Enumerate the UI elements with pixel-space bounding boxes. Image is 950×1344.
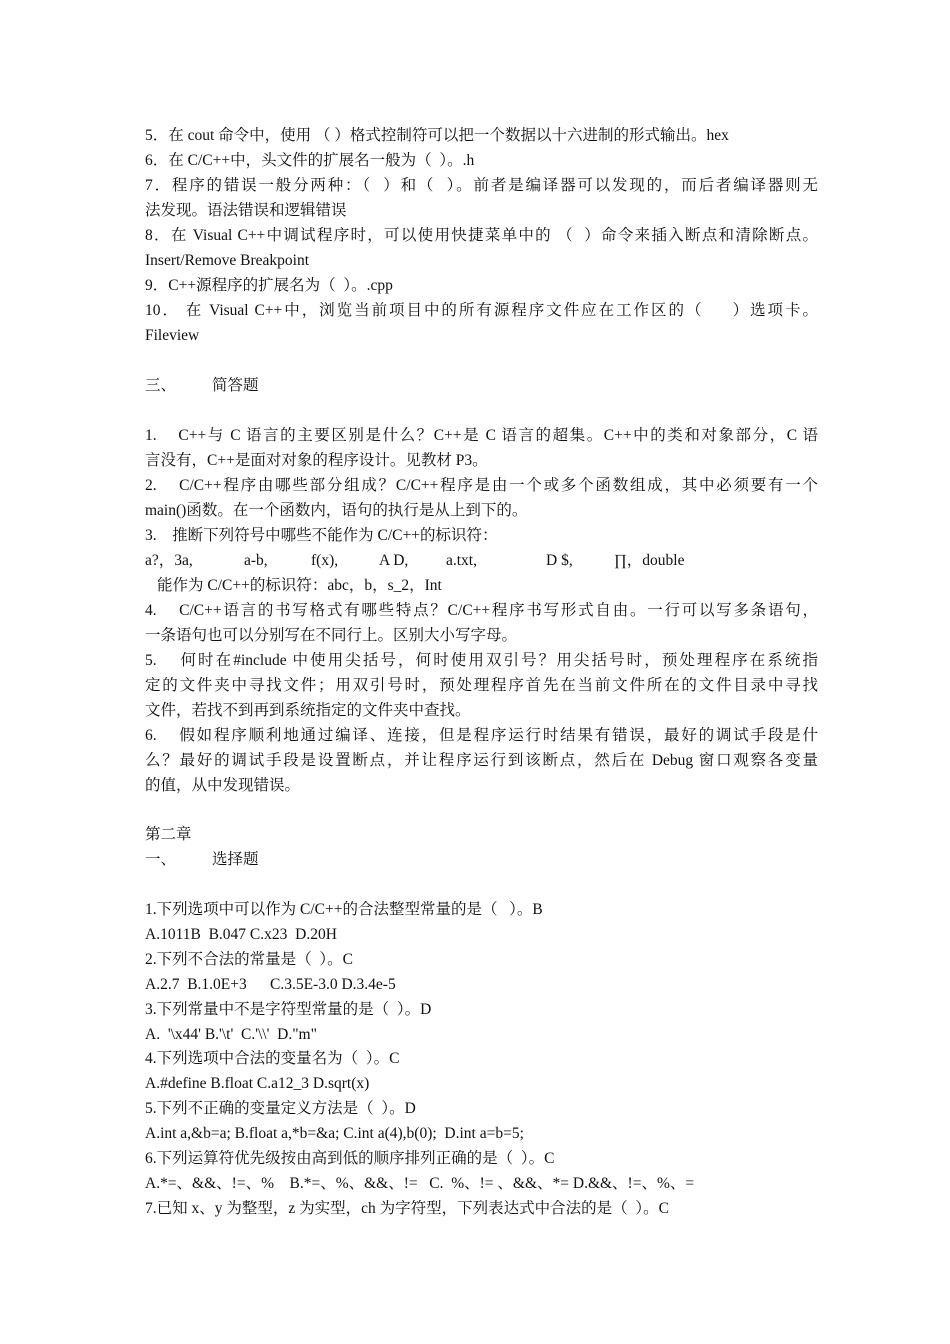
short-answer-line: 4. C/C++语言的书写格式有哪些特点？C/C++程序书写形式自由。一行可以写多条语句， (145, 602, 818, 619)
choice-question: 4.下列选项中合法的变量名为（ ）。C (145, 1050, 400, 1067)
identifier-symbol: a?，3a, (145, 552, 193, 569)
short-answer-line: 3. 推断下列符号中哪些不能作为 C/C++的标识符： (145, 527, 498, 544)
choice-options: A. '\x44' B.'\t' C.'\\' D."m" (145, 1026, 317, 1043)
short-answer-line: 定的文件夹中寻找文件；用双引号时，预处理程序首先在当前文件所在的文件目录中寻找 (145, 677, 818, 694)
choice-options: A.*=、&&、!=、% B.*=、%、&&、!= C. %、!= 、&&、*= D.&&、!=、%、= (145, 1175, 695, 1192)
identifier-symbol: A D, (379, 552, 409, 569)
fill-in-item: 10． 在 Visual C++中，浏览当前项目中的所有源程序文件应在工作区的（ ）选项卡。 (145, 302, 818, 319)
fill-in-item: Fileview (145, 327, 200, 344)
short-answer-line: 2. C/C++程序由哪些部分组成？C/C++程序是由一个或多个函数组成，其中必须要有一个 (145, 477, 818, 494)
choice-question: 3.下列常量中不是字符型常量的是（ ）。D (145, 1001, 432, 1018)
choice-options: A.#define B.float C.a12_3 D.sqrt(x) (145, 1075, 370, 1092)
choice-question: 7.已知 x、y 为整型，z 为实型，ch 为字符型，下列表达式中合法的是（ ）。C (145, 1200, 669, 1217)
short-answer-line: 5. 何时在#include 中使用尖括号，何时使用双引号？用尖括号时，预处理程序在系统指 (145, 652, 818, 669)
short-answer-line: 文件，若找不到再到系统指定的文件夹中查找。 (145, 702, 471, 719)
choice-question: 1.下列选项中可以作为 C/C++的合法整型常量的是（ ）。B (145, 901, 543, 918)
short-answer-line: 一条语句也可以分别写在不同行上。区别大小写字母。 (145, 627, 518, 644)
choice-options: A.int a,&b=a; B.float a,*b=&a; C.int a(4),b(0); D.int a=b=5; (145, 1125, 524, 1142)
short-answer-line: 1. C++与 C 语言的主要区别是什么？C++是 C 语言的超集。C++中的类和对象部分，C 语 (145, 427, 818, 444)
fill-in-item: 6．在 C/C++中，头文件的扩展名一般为（ ）。.h (145, 152, 475, 169)
choice-question: 5.下列不正确的变量定义方法是（ ）。D (145, 1100, 416, 1117)
short-answer-line: 的值，从中发现错误。 (145, 777, 301, 794)
identifier-symbol: a-b, (244, 552, 268, 569)
short-answer-line: main()函数。在一个函数内，语句的执行是从上到下的。 (145, 502, 528, 519)
identifier-symbol: ∏，double (614, 552, 685, 569)
choice-question: 6.下列运算符优先级按由高到低的顺序排列正确的是（ ）。C (145, 1150, 555, 1167)
choice-options: A.1011B B.047 C.x23 D.20H (145, 926, 337, 943)
section-number: 三、 (145, 377, 177, 394)
choice-question: 2.下列不合法的常量是（ ）。C (145, 951, 353, 968)
fill-in-item: 8．在 Visual C++中调试程序时，可以使用快捷菜单中的 （ ）命令来插入断点和清除断点。 (145, 227, 818, 244)
section-title: 选择题 (212, 851, 259, 868)
short-answer-line: 6. 假如程序顺利地通过编译、连接，但是程序运行时结果有错误，最好的调试手段是什 (145, 727, 818, 744)
identifier-symbol: a.txt, (446, 552, 477, 569)
identifier-symbol: f(x), (311, 552, 339, 569)
section-number: 一、 (145, 851, 177, 868)
identifier-symbol: D $, (546, 552, 573, 569)
choice-options: A.2.7 B.1.0E+3 C.3.5E-3.0 D.3.4e-5 (145, 976, 396, 993)
fill-in-item: 7．程序的错误一般分两种：（ ）和（ ）。前者是编译器可以发现的，而后者编译器则无 (145, 177, 818, 194)
short-answer-line: 言没有，C++是面对对象的程序设计。见教材 P3。 (145, 452, 488, 469)
fill-in-item: 法发现。语法错误和逻辑错误 (145, 202, 347, 219)
identifier-answer: 能作为 C/C++的标识符：abc，b，s_2，Int (157, 577, 442, 594)
fill-in-item: Insert/Remove Breakpoint (145, 252, 309, 269)
fill-in-item: 9．C++源程序的扩展名为（ ）。.cpp (145, 277, 393, 294)
chapter-title: 第二章 (145, 826, 192, 843)
fill-in-item: 5．在 cout 命令中，使用 （ ）格式控制符可以把一个数据以十六进制的形式输出。hex (145, 127, 729, 144)
section-title: 简答题 (212, 377, 259, 394)
short-answer-line: 么？最好的调试手段是设置断点，并让程序运行到该断点，然后在 Debug 窗口观察各变量 (145, 752, 818, 769)
